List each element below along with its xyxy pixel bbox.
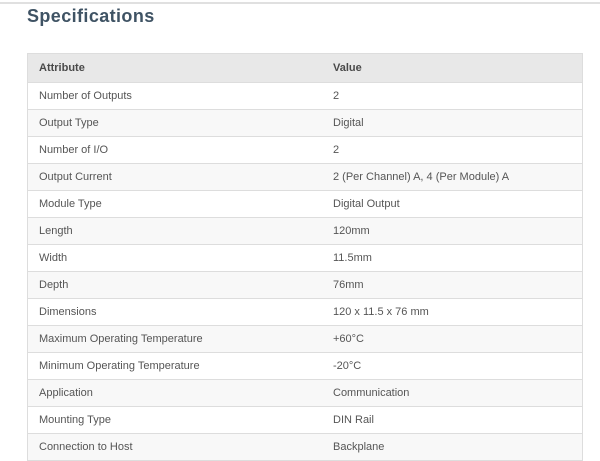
attribute-cell: Depth — [28, 272, 323, 299]
column-header-value: Value — [322, 54, 583, 83]
value-cell: 120 x 11.5 x 76 mm — [322, 299, 583, 326]
attribute-cell: Module Type — [28, 191, 323, 218]
specifications-table — [27, 53, 583, 461]
value-cell: 2 — [322, 83, 583, 110]
value-cell: Digital Output — [322, 191, 583, 218]
table-row — [28, 434, 583, 461]
attribute-cell: Number of I/O — [28, 137, 323, 164]
table-row — [28, 164, 583, 191]
value-cell: 76mm — [322, 272, 583, 299]
attribute-cell: Length — [28, 218, 323, 245]
table-row — [28, 110, 583, 137]
value-cell: -20°C — [322, 353, 583, 380]
value-cell: 2 (Per Channel) A, 4 (Per Module) A — [322, 164, 583, 191]
attribute-cell: Mounting Type — [28, 407, 323, 434]
attribute-cell: Dimensions — [28, 299, 323, 326]
attribute-cell: Output Type — [28, 110, 323, 137]
value-cell: +60°C — [322, 326, 583, 353]
table-row — [28, 218, 583, 245]
value-cell: 11.5mm — [322, 245, 583, 272]
value-cell: DIN Rail — [322, 407, 583, 434]
attribute-cell: Number of Outputs — [28, 83, 323, 110]
attribute-cell: Connection to Host — [28, 434, 323, 461]
table-row — [28, 245, 583, 272]
table-row — [28, 191, 583, 218]
page-title: Specifications — [27, 6, 155, 26]
table-row — [28, 353, 583, 380]
attribute-cell: Output Current — [28, 164, 323, 191]
table-header-row — [28, 54, 583, 83]
value-cell: 2 — [322, 137, 583, 164]
table-row — [28, 407, 583, 434]
value-cell: Communication — [322, 380, 583, 407]
table-row — [28, 137, 583, 164]
table-row — [28, 299, 583, 326]
value-cell: Digital — [322, 110, 583, 137]
attribute-cell: Minimum Operating Temperature — [28, 353, 323, 380]
column-header-attribute: Attribute — [28, 54, 323, 83]
value-cell: 120mm — [322, 218, 583, 245]
table-row — [28, 380, 583, 407]
table-row — [28, 83, 583, 110]
attribute-cell: Application — [28, 380, 323, 407]
value-cell: Backplane — [322, 434, 583, 461]
attribute-cell: Maximum Operating Temperature — [28, 326, 323, 353]
table-row — [28, 326, 583, 353]
attribute-cell: Width — [28, 245, 323, 272]
table-row — [28, 272, 583, 299]
